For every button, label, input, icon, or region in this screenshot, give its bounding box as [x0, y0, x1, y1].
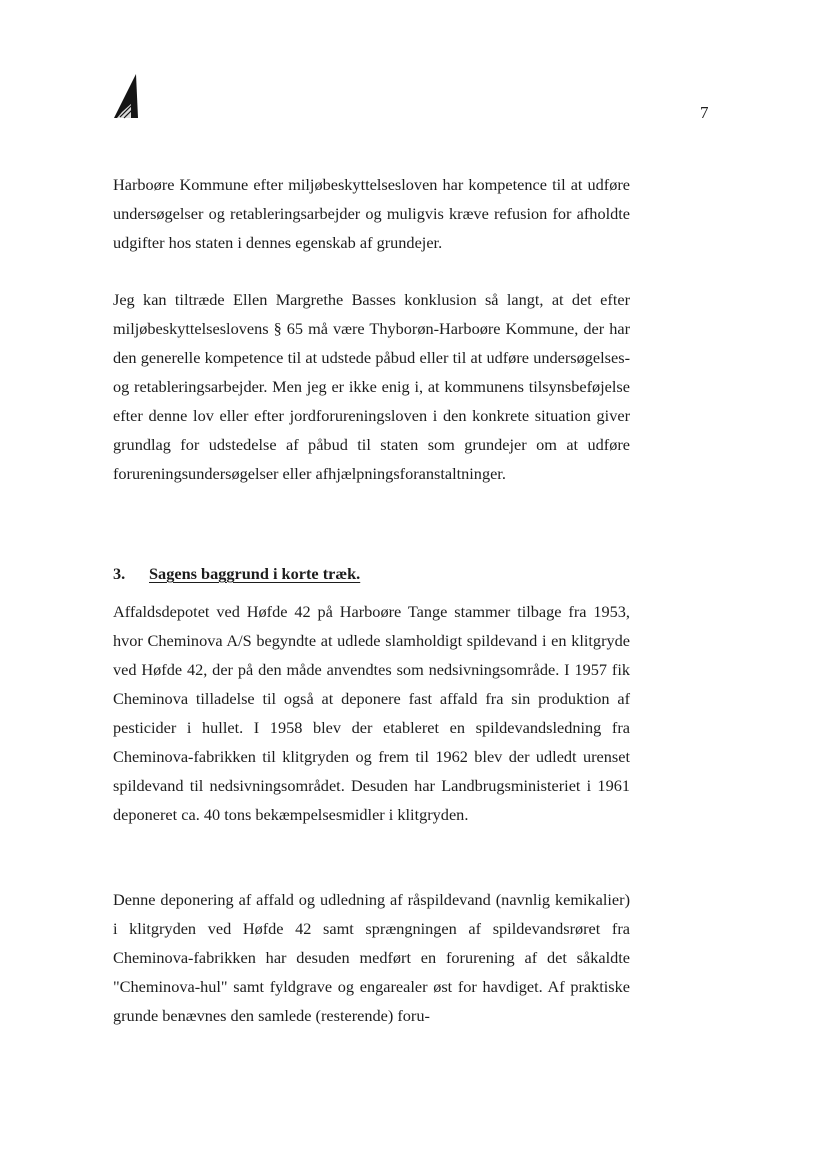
paragraph-1 [113, 170, 630, 257]
paragraph-2 [113, 285, 630, 488]
section-number: 3. [113, 564, 126, 583]
paragraph-2-text: Jeg kan tiltræde Ellen Margrethe Basses konklusion så langt, at det efter miljøbeskyttelseslovens § 65 må være Thyborøn-Harboøre Kommune, der har den generelle kompetence til at udstede påbud eller til at udføre undersøgelses- og retableringsarbejder. Men jeg er ikke enig i, at kommunens tilsynsbeføjelse efter denne lov eller efter jordforureningsloven i den konkrete situation giver grundlag for udstedelse af påbud til staten som grundejer om at udføre forureningsundersøgelser eller afhjælpningsforanstaltninger. [113, 290, 630, 483]
section-heading [113, 562, 360, 586]
paragraph-3-text: Affaldsdepotet ved Høfde 42 på Harboøre Tange stammer tilbage fra 1953, hvor Cheminova A/S begyndte at udlede slamholdigt spildevand i en klitgryde ved Høfde 42, der på den måde anvendtes som nedsivningsområde. I 1957 fik Cheminova tilladelse til også at deponere fast affald fra sin produktion af pesticider i hullet. I 1958 blev der etableret en spildevandsledning fra Cheminova-fabrikken til klitgryden og frem til 1962 blev der udledt urenset spildevand til nedsivningsområdet. Desuden har Landbrugsministeriet i 1961 deponeret ca. 40 tons bekæmpelsesmidler i klitgryden. [113, 602, 630, 824]
paragraph-4 [113, 885, 630, 1030]
triangle-logo-icon [112, 74, 142, 120]
paragraph-1-text: Harboøre Kommune efter miljøbeskyttelsesloven har kompetence til at udføre undersøgelser og retableringsarbejder og muligvis kræve refusion for afholdte udgifter hos staten i dennes egenskab af grundejer. [113, 175, 630, 252]
paragraph-4-text: Denne deponering af affald og udledning af råspildevand (navnlig kemikalier) i klitgryden ved Høfde 42 samt sprængningen af spildevandsrøret fra Cheminova-fabrikken har desuden medført en forurening af det såkaldte "Cheminova-hul" samt fyldgrave og engarealer øst for havdiget. Af praktiske grunde benævnes den samlede (resterende) foru- [113, 890, 630, 1025]
section-title: Sagens baggrund i korte træk. [149, 564, 361, 583]
paragraph-3 [113, 597, 630, 829]
logo [112, 74, 142, 120]
page-number: 7 [700, 103, 709, 122]
